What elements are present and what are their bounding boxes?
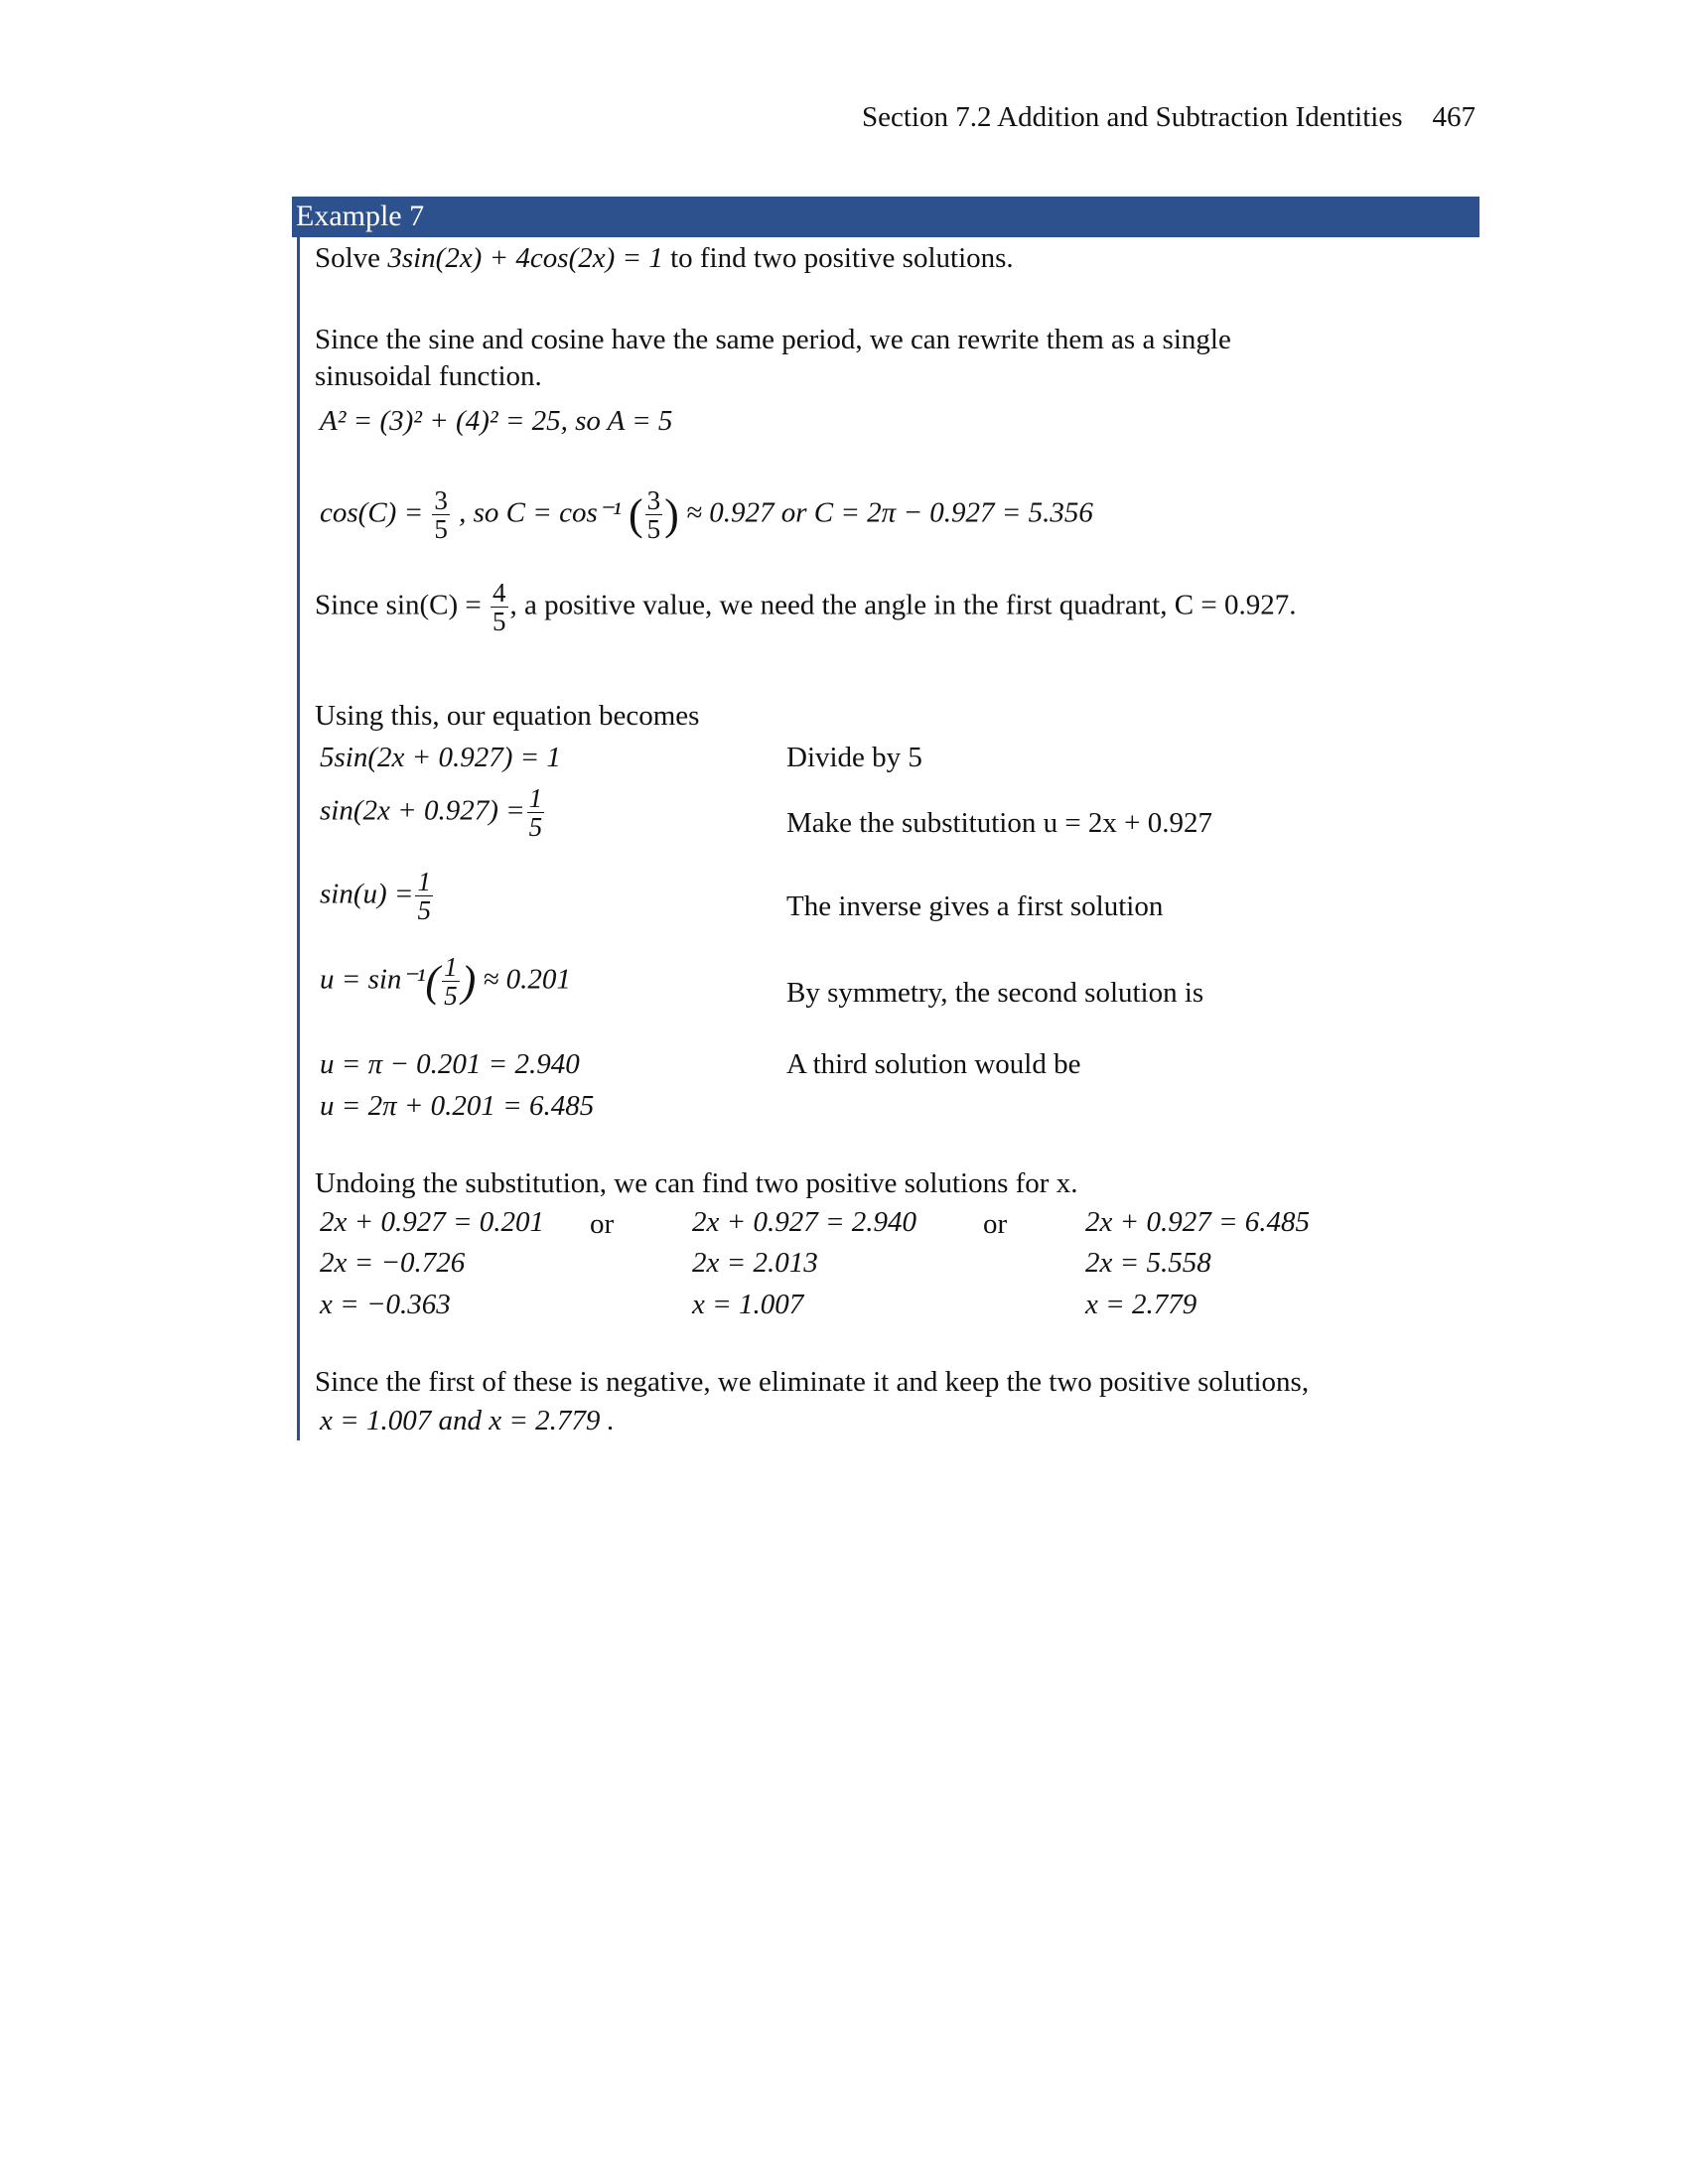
step-expr: sin(u) = xyxy=(320,878,414,910)
sin-post: , a positive value, we need the angle in the first quadrant, C = 0.927. xyxy=(509,589,1297,621)
fraction xyxy=(527,784,545,842)
numerator: 4 xyxy=(492,578,506,608)
solution-line: x = 2.779 xyxy=(1085,1289,1197,1320)
step-math xyxy=(320,868,435,925)
step-note: By symmetry, the second solution is xyxy=(786,977,1204,1009)
denominator: 5 xyxy=(492,607,506,637)
cos-approx: ≈ 0.927 or C = 2π − 0.927 = 5.356 xyxy=(686,496,1093,529)
fraction xyxy=(491,579,508,636)
solution-line: 2x = 5.558 xyxy=(1085,1247,1211,1279)
example-header-bar xyxy=(292,197,1479,237)
final-answer: x = 1.007 and x = 2.779 . xyxy=(320,1405,615,1436)
step-math xyxy=(320,784,546,842)
paragraph-line: Undoing the substitution, we can find two positive solutions for x. xyxy=(315,1167,1078,1199)
step-note: Divide by 5 xyxy=(786,742,922,773)
denominator: 5 xyxy=(434,514,448,545)
cos-lhs: cos(C) = xyxy=(320,496,424,529)
fraction xyxy=(645,486,663,544)
solution-line: 2x + 0.927 = 0.201 xyxy=(320,1206,545,1238)
problem-post: to find two positive solutions. xyxy=(670,242,1014,274)
problem-statement xyxy=(315,244,1014,273)
sin-statement xyxy=(315,579,1296,636)
cos-mid: , so C = cos⁻¹ xyxy=(459,496,622,529)
example-title: Example 7 xyxy=(296,200,425,232)
paragraph-line: Using this, our equation becomes xyxy=(315,700,700,732)
numerator: 1 xyxy=(444,952,458,982)
solution-line: x = 1.007 xyxy=(692,1289,804,1320)
solution-line: 2x = 2.013 xyxy=(692,1247,818,1279)
amplitude-equation: A² = (3)² + (4)² = 25, so A = 5 xyxy=(320,405,673,437)
paren: ( xyxy=(425,956,441,1006)
solution-line: 2x + 0.927 = 6.485 xyxy=(1085,1206,1311,1238)
paragraph-line: Since the sine and cosine have the same period, we can rewrite them as a single xyxy=(315,324,1231,355)
solution-line: 2x + 0.927 = 2.940 xyxy=(692,1206,917,1238)
paren: ) xyxy=(461,956,477,1006)
problem-pre: Solve xyxy=(315,242,381,274)
solution-line: 2x = −0.726 xyxy=(320,1247,466,1279)
step-note: A third solution would be xyxy=(786,1048,1081,1080)
sin-pre: Since sin(C) = xyxy=(315,589,482,621)
paren: ) xyxy=(664,489,679,539)
paragraph-line: Since the first of these is negative, we eliminate it and keep the two positive solutions, xyxy=(315,1366,1310,1398)
fraction xyxy=(442,953,460,1011)
problem-equation: 3sin(2x) + 4cos(2x) = 1 xyxy=(387,242,663,274)
step-math: u = 2π + 0.201 = 6.485 xyxy=(320,1090,595,1122)
section-title: Section 7.2 Addition and Subtraction Identities xyxy=(862,101,1403,133)
step-expr: u = sin⁻¹ xyxy=(320,963,426,996)
numerator: 1 xyxy=(528,783,543,813)
step-note: The inverse gives a first solution xyxy=(786,890,1164,922)
or-label: or xyxy=(983,1208,1008,1240)
step-math xyxy=(320,953,571,1011)
denominator: 5 xyxy=(417,895,431,926)
example-left-rule xyxy=(297,237,300,1440)
running-header xyxy=(862,103,1476,132)
denominator: 5 xyxy=(444,981,458,1012)
step-tail: ≈ 0.201 xyxy=(483,963,571,996)
step-math: u = π − 0.201 = 2.940 xyxy=(320,1048,580,1080)
step-math: 5sin(2x + 0.927) = 1 xyxy=(320,742,561,773)
denominator: 5 xyxy=(646,514,661,545)
numerator: 3 xyxy=(646,485,661,515)
fraction xyxy=(415,868,433,925)
paren: ( xyxy=(629,489,643,539)
paragraph-line: sinusoidal function. xyxy=(315,360,542,392)
denominator: 5 xyxy=(528,812,543,843)
numerator: 3 xyxy=(434,485,448,515)
cos-equation xyxy=(320,486,1093,544)
fraction xyxy=(432,486,450,544)
step-note: Make the substitution u = 2x + 0.927 xyxy=(786,807,1213,839)
step-expr: sin(2x + 0.927) = xyxy=(320,794,525,827)
solution-line: x = −0.363 xyxy=(320,1289,451,1320)
page-number: 467 xyxy=(1432,101,1476,133)
or-label: or xyxy=(590,1208,615,1240)
numerator: 1 xyxy=(417,867,431,896)
